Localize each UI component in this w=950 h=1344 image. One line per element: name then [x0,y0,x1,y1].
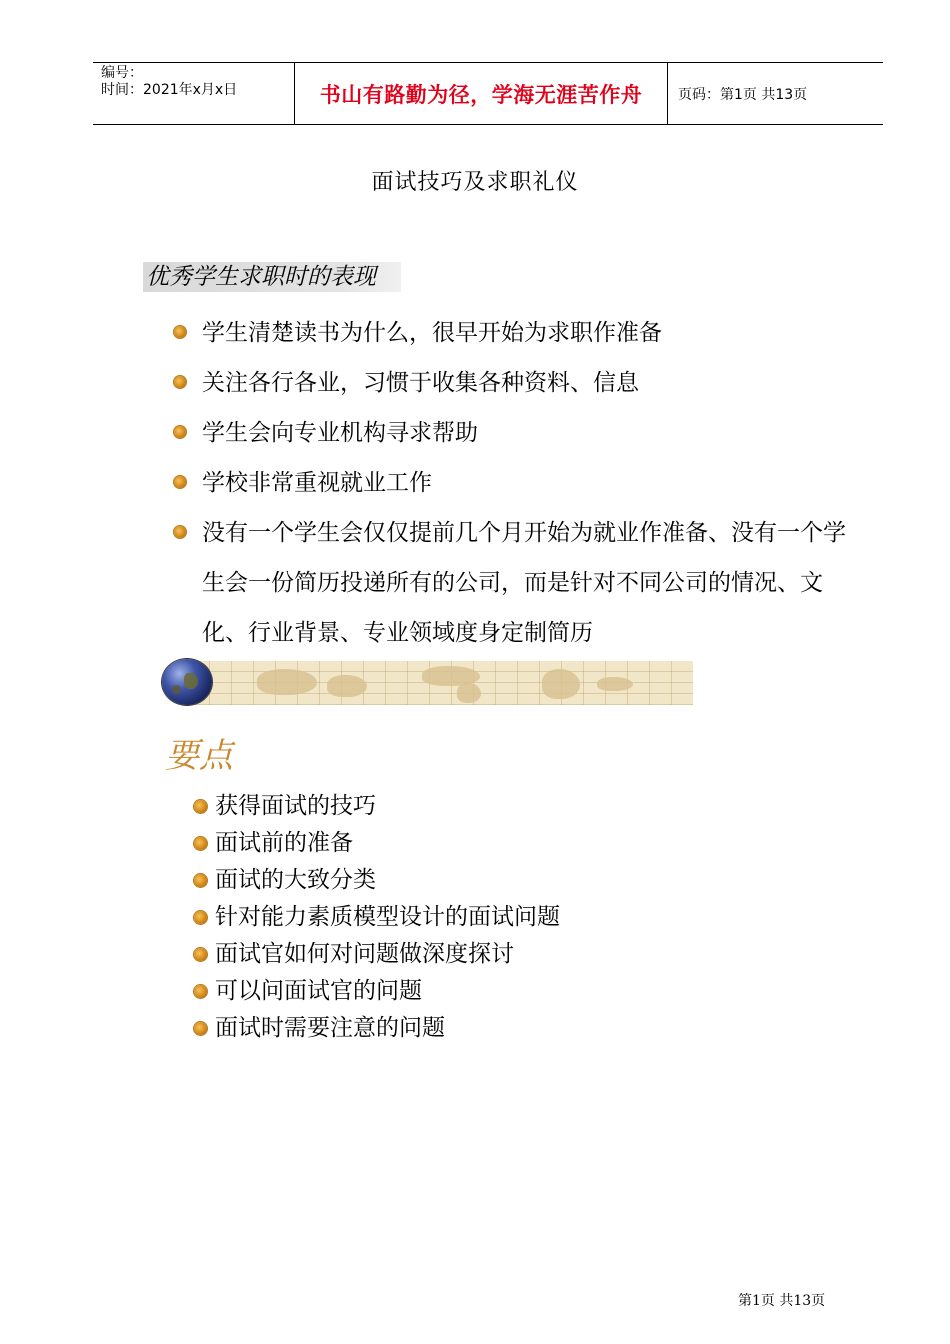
document-title: 面试技巧及求职礼仪 [371,170,579,195]
section-heading: 优秀学生求职时的表现 [143,262,401,292]
bullet-icon [194,874,207,887]
list-item [172,308,852,358]
bullet-icon [194,985,207,998]
header-divider [667,63,668,124]
map-land-shape [327,675,367,697]
list-item-text: 获得面试的技巧 [215,793,376,819]
key-points-heading: 要点 [165,736,233,776]
list-item-text: 关注各行各业，习惯于收集各种资料、信息 [202,370,639,396]
list-item-text: 面试时需要注意的问题 [215,1015,445,1041]
list-item [193,973,793,1010]
list-item [172,508,852,658]
bullet-icon [174,476,186,488]
map-land-shape [257,669,317,695]
bullet-icon [174,426,186,438]
header-meta [101,65,291,99]
bullet-icon [174,326,186,338]
bullet-icon [194,911,207,924]
map-land-shape [597,677,633,691]
list-item [193,825,793,862]
list-item [193,936,793,973]
page-header [93,62,883,125]
list-item-text: 学生清楚读书为什么，很早开始为求职作准备 [202,320,662,346]
list-item [193,1010,793,1047]
header-motto: 书山有路勤为径，学海无涯苦作舟 [319,83,643,107]
time-label: 时间：2021年x月x日 [101,82,238,98]
key-points-list [193,788,793,1047]
globe-icon [162,659,212,705]
header-page-info: 页码：第1页 共13页 [678,87,808,103]
list-item-text: 针对能力素质模型设计的面试问题 [215,904,560,930]
bullet-icon [174,526,186,538]
list-item [193,788,793,825]
map-land-shape [542,669,580,699]
list-item [172,358,852,408]
footer-page-info: 第1页 共13页 [738,1293,826,1309]
bullet-icon [174,376,186,388]
list-item-text: 学生会向专业机构寻求帮助 [202,420,478,446]
list-item-text: 面试官如何对问题做深度探讨 [215,941,514,967]
map-land-shape [457,683,481,703]
list-item [193,862,793,899]
list-item [172,458,852,508]
world-map-banner [162,659,693,705]
bullet-icon [194,1022,207,1035]
performance-list [172,308,852,658]
list-item-text: 面试前的准备 [215,830,353,856]
list-item-text: 学校非常重视就业工作 [202,470,432,496]
bullet-icon [194,837,207,850]
list-item-text: 没有一个学生会仅仅提前几个月开始为就业作准备、没有一个学生会一份简历投递所有的公司，而是针对不同公司的情况、文化、行业背景、专业领域度身定制简历 [202,520,846,646]
bullet-icon [194,800,207,813]
bullet-icon [194,948,207,961]
map-strip [187,661,693,705]
list-item-text: 面试的大致分类 [215,867,376,893]
list-item [193,899,793,936]
list-item [172,408,852,458]
number-label: 编号： [101,65,143,81]
list-item-text: 可以问面试官的问题 [215,978,422,1004]
